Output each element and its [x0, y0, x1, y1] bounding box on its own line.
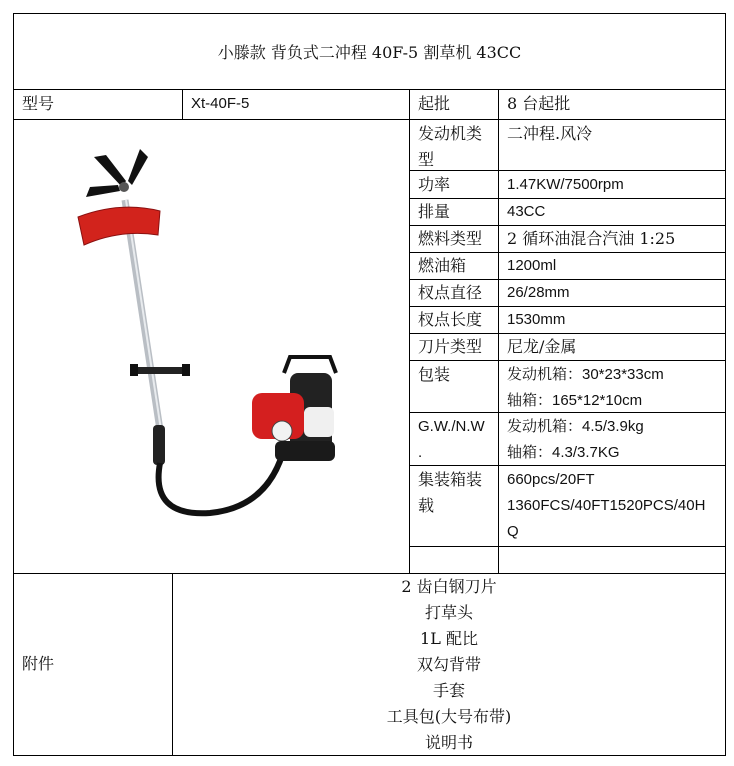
row-divider — [409, 360, 725, 361]
table-border-right — [725, 13, 726, 756]
label-line: 型 — [418, 150, 435, 169]
drive-cable — [159, 445, 285, 513]
list-item: 手套 — [432, 681, 465, 700]
label-line: G.W./N.W — [418, 418, 485, 435]
spec-label-blade-type: 刀片类型 — [418, 337, 483, 356]
throttle-grip — [153, 425, 165, 465]
value-line: 轴箱：4.3/3.7KG — [507, 444, 620, 461]
value-line: Q — [507, 523, 519, 540]
row-divider — [13, 89, 725, 90]
spec-value-shaft-length: 1530mm — [507, 311, 566, 328]
value-line: 1360FCS/40FT1520PCS/40H — [507, 497, 706, 514]
spec-value-blade-type: 尼龙/金属 — [507, 337, 577, 356]
spec-label-power: 功率 — [418, 175, 451, 194]
value-line: 轴箱：165*12*10cm — [507, 392, 643, 409]
spec-label-shaft-length: 杈点长度 — [418, 310, 483, 329]
spec-value-weight — [499, 414, 725, 466]
list-item: 2 齿白钢刀片 — [401, 577, 497, 596]
value-line: 发动机箱：30*23*33cm — [507, 366, 664, 383]
label-line: 集装箱装 — [418, 470, 483, 489]
spec-value-fuel-tank: 1200ml — [507, 257, 557, 274]
guard — [78, 207, 160, 245]
model-label: 型号 — [22, 94, 55, 113]
moq-label: 起批 — [418, 94, 451, 113]
model-value: Xt-40F-5 — [191, 95, 250, 112]
table-border-left — [13, 13, 14, 756]
col-divider — [182, 89, 183, 119]
value-line: 660pcs/20FT — [507, 471, 595, 488]
spec-value-container — [499, 467, 725, 545]
label-line: 发动机类 — [418, 124, 483, 143]
list-item: 工具包(大号布带) — [386, 707, 512, 726]
list-item: 双勾背带 — [416, 655, 481, 674]
spec-value-fuel-type: 2 循环油混合汽油 1:25 — [507, 229, 676, 248]
spec-value-packing — [499, 362, 725, 414]
list-item: 说明书 — [424, 733, 473, 752]
spec-label-packing: 包装 — [418, 365, 451, 384]
grip-right — [182, 364, 190, 376]
blade-icon — [86, 149, 148, 197]
product-image — [60, 145, 360, 525]
list-item: 打草头 — [424, 603, 473, 622]
label-line: . — [418, 444, 423, 461]
page-title: 小滕款 背负式二冲程 40F-5 割草机 43CC — [217, 42, 522, 62]
list-item: 1L 配比 — [420, 629, 478, 648]
row-divider — [13, 119, 725, 120]
value-line: 发动机箱：4.5/3.9kg — [507, 418, 644, 435]
spec-value-engine-type: 二冲程.风冷 — [507, 124, 593, 143]
handle-bar — [132, 367, 188, 374]
spec-label-shaft-diameter: 杈点直径 — [418, 283, 483, 302]
moq-value: 8 台起批 — [507, 94, 571, 113]
engine-icon — [252, 357, 336, 461]
spec-label-engine-type — [410, 121, 498, 173]
spec-value-displacement: 43CC — [507, 203, 546, 220]
spec-label-displacement: 排量 — [418, 202, 451, 221]
spec-label-weight — [410, 414, 498, 466]
spec-label-container — [410, 467, 498, 519]
row-divider — [409, 546, 725, 547]
label-line: 载 — [418, 496, 435, 515]
spec-value-shaft-diameter: 26/28mm — [507, 284, 570, 301]
spec-label-fuel-type: 燃料类型 — [418, 229, 483, 248]
spec-label-fuel-tank: 燃油箱 — [418, 256, 467, 275]
spec-value-power: 1.47KW/7500rpm — [507, 176, 624, 193]
accessories-label: 附件 — [22, 654, 55, 673]
grip-left — [130, 364, 138, 376]
